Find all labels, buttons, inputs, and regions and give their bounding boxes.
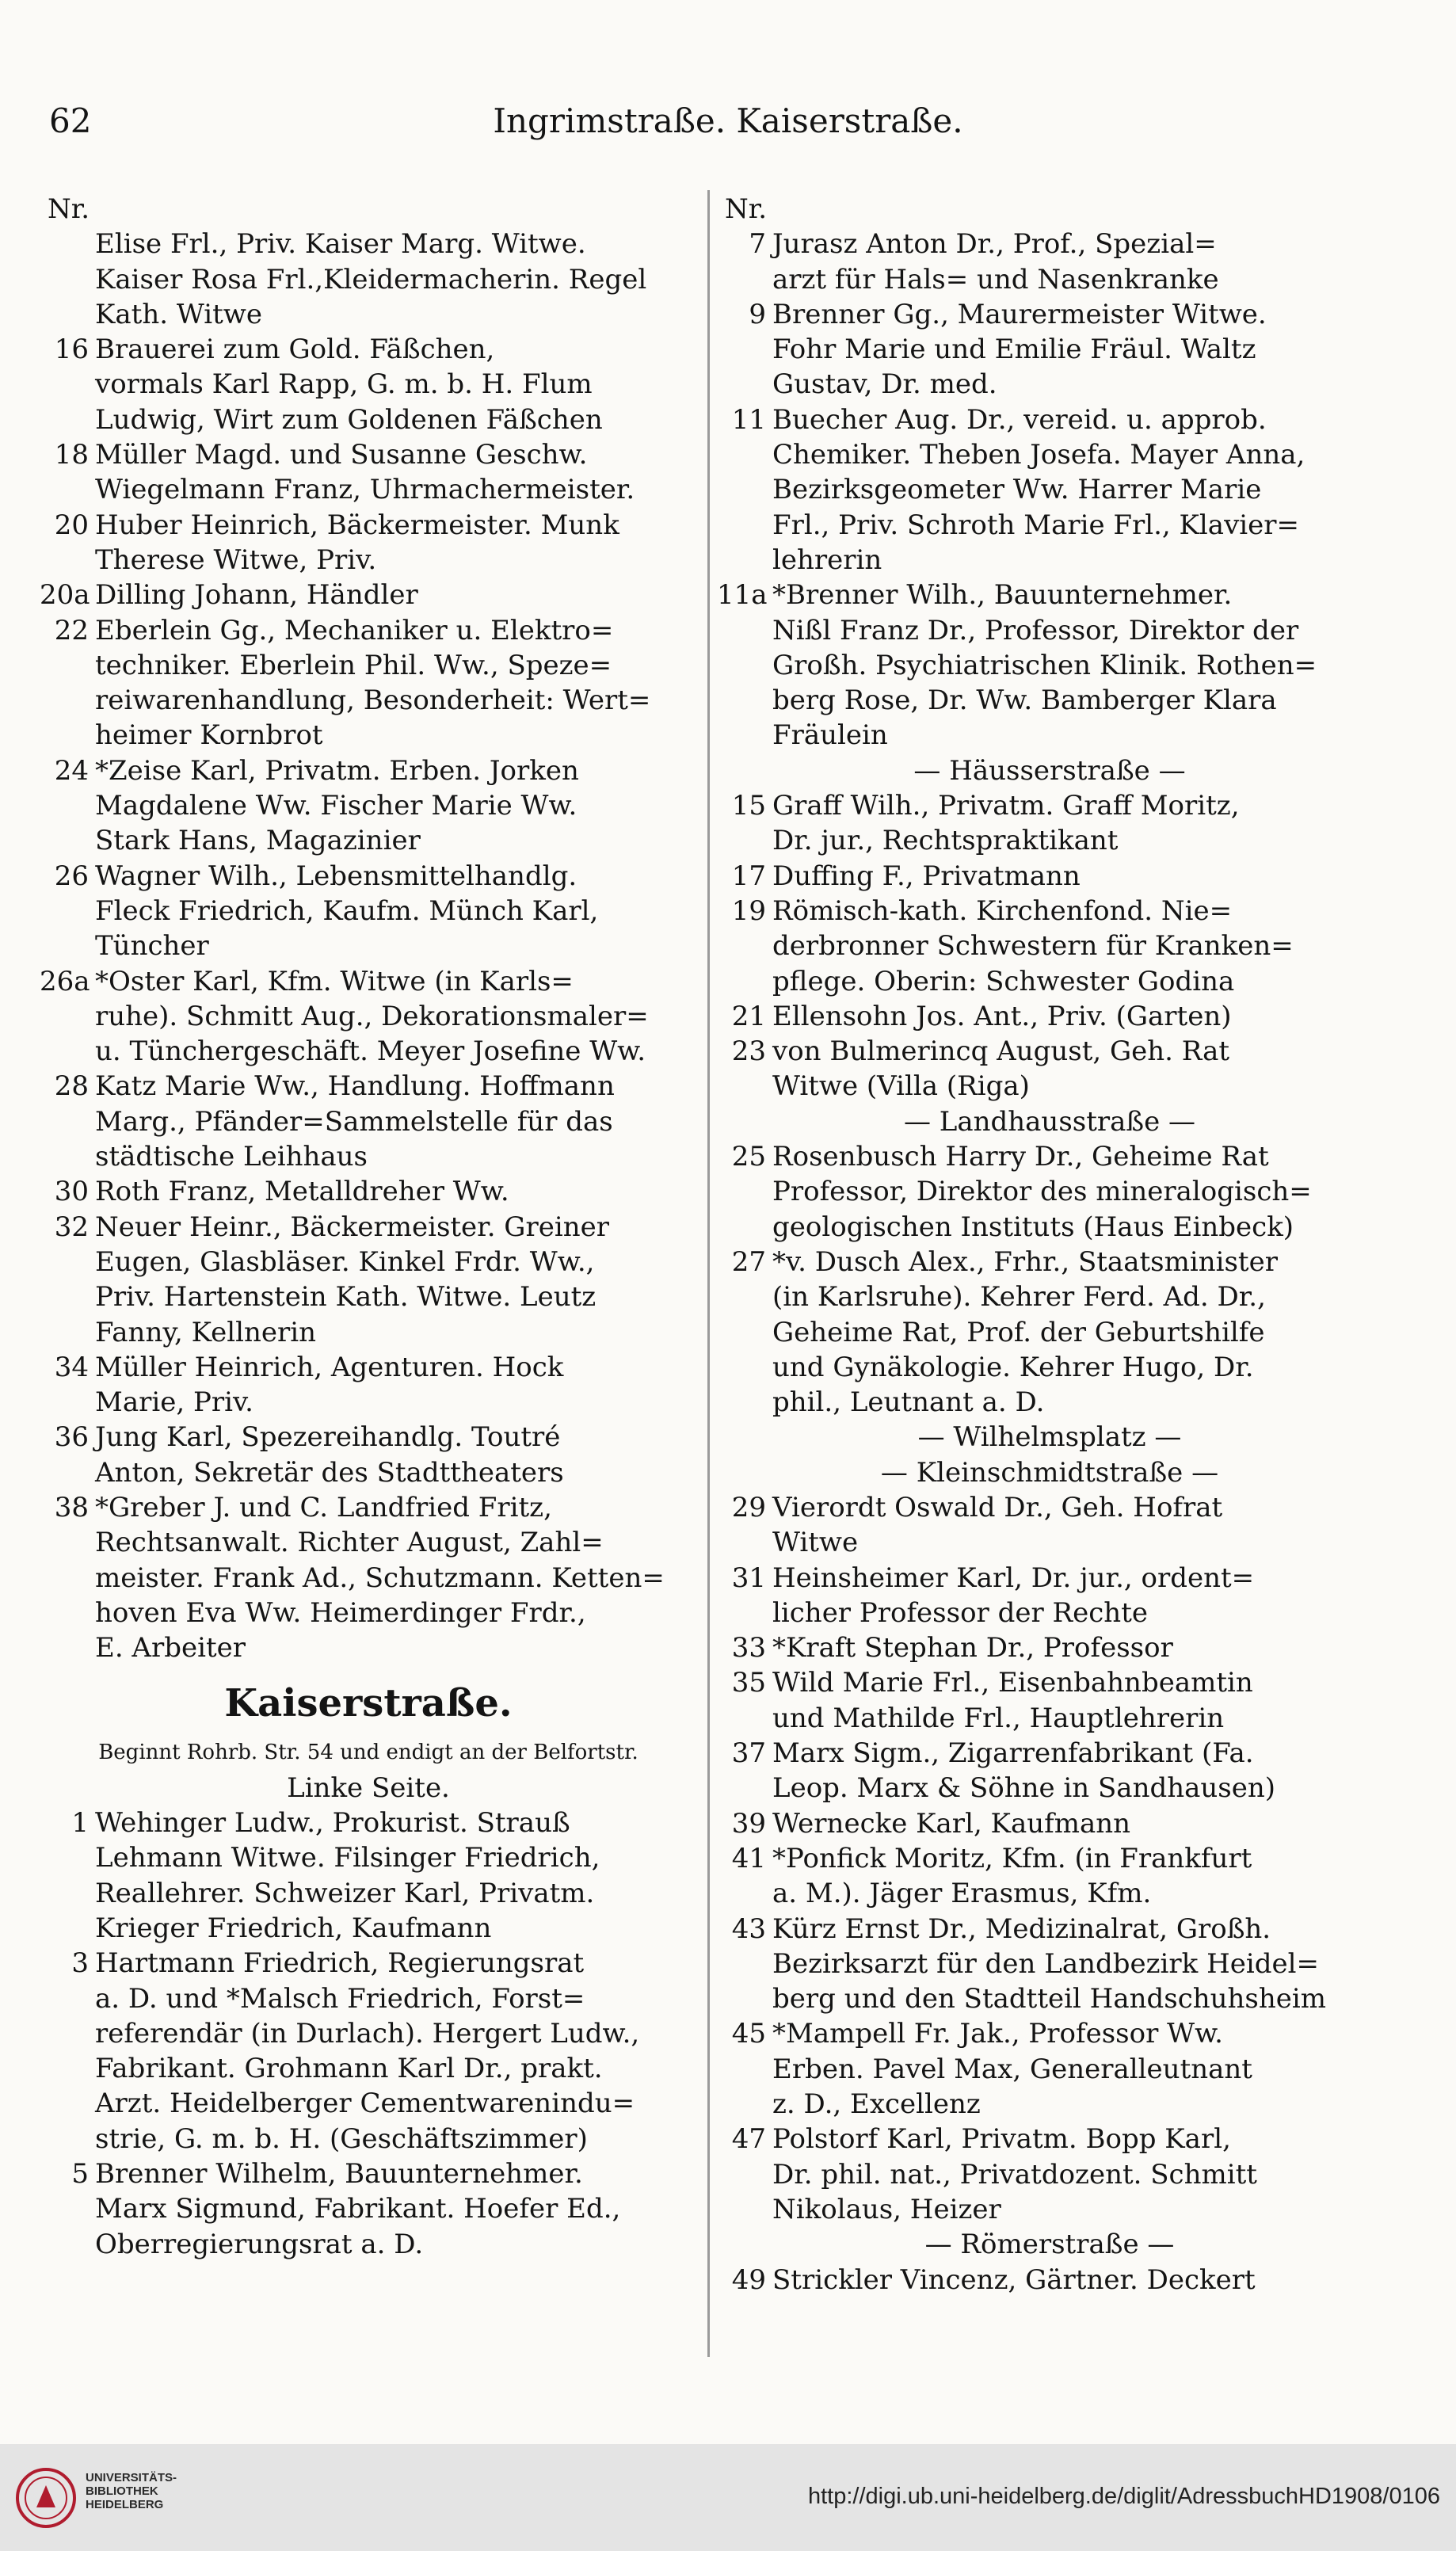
directory-entry [717, 227, 1382, 261]
library-name-line: HEIDELBERG [86, 2498, 164, 2511]
entry-continuation: Fohr Marie und Emilie Fräul. Waltz [772, 334, 1256, 366]
entry-text: *Mampell Fr. Jak., Professor Ww. [772, 2018, 1223, 2050]
house-number: 34 [54, 1351, 89, 1383]
entry-text: Neuer Heinr., Bäckermeister. Greiner [95, 1211, 609, 1243]
house-number: 28 [54, 1070, 89, 1103]
entry-continuation: Eugen, Glasbläser. Kinkel Frdr. Ww., [95, 1245, 595, 1278]
entry-text: Brauerei zum Gold. Fäßchen, [95, 334, 495, 366]
entry-text: Müller Heinrich, Agenturen. Hock [95, 1351, 564, 1383]
house-number: 22 [54, 614, 89, 646]
entry-continuation: Geheime Rat, Prof. der Geburtshilfe [772, 1316, 1265, 1348]
entry-continuation: berg und den Stadtteil Handschuhsheim [772, 1983, 1327, 2015]
directory-entry [717, 1630, 1382, 1665]
entry-continuation: lehrerin [772, 543, 882, 576]
entry-continuation: Reallehrer. Schweizer Karl, Privatm. [95, 1877, 595, 1909]
entry-continuation: Fleck Friedrich, Kaufm. Münch Karl, [95, 894, 599, 927]
entry-continuation: Oberregierungsrat a. D. [95, 2228, 424, 2260]
directory-entry [717, 402, 1382, 437]
house-number: 9 [749, 298, 766, 330]
directory-entry [717, 1736, 1382, 1771]
entry-text: Jurasz Anton Dr., Prof., Spezial= [772, 228, 1217, 261]
column-heading: Nr. [48, 193, 90, 225]
entry-continuation: (in Karlsruhe). Kehrer Ferd. Ad. Dr., [772, 1281, 1266, 1314]
directory-entry [717, 2016, 1382, 2051]
page-header [0, 95, 1456, 151]
house-number: 31 [731, 1561, 766, 1594]
house-number: 18 [54, 439, 89, 471]
entry-continuation: referendär (in Durlach). Hergert Ludw., [95, 2017, 640, 2050]
source-url-link[interactable]: http://digi.ub.uni-heidelberg.de/diglit/AdressbuchHD1908/0106 [807, 2484, 1440, 2509]
entry-text: *Zeise Karl, Privatm. Erben. Jorken [95, 754, 579, 787]
house-number: 19 [731, 894, 766, 927]
entry-text: Wild Marie Frl., Eisenbahnbeamtin [772, 1667, 1253, 1699]
entry-text: Wagner Wilh., Lebensmittelhandlg. [95, 860, 577, 892]
entry-continuation: Marx Sigmund, Fabrikant. Hoefer Ed., [95, 2193, 621, 2225]
entry-continuation: Bezirksarzt für den Landbezirk Heidel= [772, 1947, 1319, 1980]
house-number: 33 [731, 1632, 766, 1664]
entry-text: Rosenbusch Harry Dr., Geheime Rat [772, 1141, 1269, 1173]
directory-entry [717, 297, 1382, 332]
entry-continuation: Dr. phil. nat., Privatdozent. Schmitt [772, 2158, 1257, 2191]
entry-continuation: Marie, Priv. [95, 1386, 253, 1419]
entry-continuation: reiwarenhandlung, Besonderheit: Wert= [95, 684, 651, 717]
column-divider [707, 190, 710, 2357]
entry-continuation: Fanny, Kellnerin [95, 1316, 317, 1348]
directory-entry [40, 1210, 697, 1245]
house-number: 11 [731, 403, 766, 436]
entry-text: Kürz Ernst Dr., Medizinalrat, Großh. [772, 1912, 1271, 1945]
directory-entry [40, 1806, 697, 1840]
right-column [717, 192, 1382, 2297]
entry-continuation: Wiegelmann Franz, Uhrmachermeister. [95, 474, 635, 506]
house-number: 17 [731, 860, 766, 892]
house-number: 11a [717, 579, 768, 612]
entry-text: Dilling Johann, Händler [95, 579, 418, 612]
entry-continuation: städtische Leihhaus [95, 1141, 368, 1173]
entry-continuation: Krieger Friedrich, Kaufmann [95, 1912, 492, 1944]
entry-continuation: Stark Hans, Magazinier [95, 825, 421, 857]
entry-continuation: Witwe [772, 1527, 859, 1559]
entry-text: Hartmann Friedrich, Regierungsrat [95, 1947, 585, 1980]
house-number: 38 [54, 1491, 89, 1523]
entry-text: Brenner Wilhelm, Bauunternehmer. [95, 2158, 583, 2191]
entry-continuation: Anton, Sekretär des Stadttheaters [95, 1456, 564, 1489]
directory-entry [40, 1174, 697, 1209]
entry-text: *v. Dusch Alex., Frhr., Staatsminister [772, 1245, 1278, 1278]
entry-text: Wehinger Ludw., Prokurist. Strauß [95, 1807, 570, 1840]
viewer-footer [0, 2444, 1456, 2551]
directory-entry [40, 1420, 697, 1455]
directory-entry [40, 508, 697, 543]
directory-entry [717, 1139, 1382, 1174]
entry-continuation: Chemiker. Theben Josefa. Mayer Anna, [772, 439, 1305, 471]
library-name-line: BIBLIOTHEK [86, 2484, 158, 2498]
house-number: 39 [731, 1807, 766, 1840]
entry-continuation: Magdalene Ww. Fischer Marie Ww. [95, 790, 577, 822]
entry-continuation: Witwe (Villa (Riga) [772, 1070, 1030, 1103]
entry-continuation: Marg., Pfänder=Sammelstelle für das [95, 1105, 613, 1138]
entry-continuation: ruhe). Schmitt Aug., Dekorationsmaler= [95, 1000, 649, 1032]
entry-continuation: Ludwig, Wirt zum Goldenen Fäßchen [95, 403, 603, 436]
entry-continuation: Erben. Pavel Max, Generalleutnant [772, 2053, 1252, 2085]
entry-text: Müller Magd. und Susanne Geschw. [95, 439, 588, 471]
left-column [40, 192, 697, 2262]
entry-text: Jung Karl, Spezereihandlg. Toutré [95, 1421, 561, 1454]
entry-continuation: Fabrikant. Grohmann Karl Dr., prakt. [95, 2053, 603, 2085]
entry-continuation: E. Arbeiter [95, 1632, 246, 1664]
house-number: 36 [54, 1421, 89, 1454]
entry-text: *Oster Karl, Kfm. Witwe (in Karls= [95, 965, 574, 997]
entry-continuation: Fräulein [772, 719, 888, 752]
entry-text: Marx Sigm., Zigarrenfabrikant (Fa. [772, 1737, 1254, 1770]
entry-continuation: Kaiser Rosa Frl.,Kleidermacherin. Regel [95, 263, 647, 296]
library-name [86, 2471, 177, 2511]
directory-entry [717, 1912, 1382, 1947]
house-number: 23 [731, 1035, 766, 1068]
entry-continuation: Nikolaus, Heizer [772, 2193, 1001, 2225]
entry-continuation: meister. Frank Ad., Schutzmann. Ketten= [95, 1561, 665, 1594]
entry-text: Roth Franz, Metalldreher Ww. [95, 1176, 509, 1208]
section-subtitle: Beginnt Rohrb. Str. 54 und endigt an der Belfortstr. [98, 1741, 638, 1765]
street-divider: — Kleinschmidtstraße — [880, 1456, 1219, 1489]
entry-text: *Ponfick Moritz, Kfm. (in Frankfurt [772, 1842, 1252, 1874]
directory-entry [40, 1069, 697, 1104]
entry-continuation: strie, G. m. b. H. (Geschäftszimmer) [95, 2122, 588, 2155]
entry-continuation: Therese Witwe, Priv. [95, 543, 377, 576]
entry-text: *Kraft Stephan Dr., Professor [772, 1632, 1173, 1664]
house-number: 26a [40, 965, 90, 997]
entry-text: Wernecke Karl, Kaufmann [772, 1807, 1131, 1840]
directory-entry [40, 964, 697, 999]
directory-entry [717, 1034, 1382, 1069]
entry-text: Römisch-kath. Kirchenfond. Nie= [772, 894, 1233, 927]
street-divider: — Landhausstraße — [903, 1105, 1196, 1138]
entry-continuation: arzt für Hals= und Nasenkranke [772, 263, 1219, 296]
entry-continuation: u. Tünchergeschäft. Meyer Josefine Ww. [95, 1035, 646, 1068]
entry-continuation: Frl., Priv. Schroth Marie Frl., Klavier= [772, 509, 1300, 541]
house-number: 21 [731, 1000, 766, 1032]
entry-continuation: und Mathilde Frl., Hauptlehrerin [772, 1702, 1225, 1734]
entry-text: Brenner Gg., Maurermeister Witwe. [772, 298, 1267, 330]
entry-text: *Brenner Wilh., Bauunternehmer. [772, 579, 1233, 612]
directory-entry [40, 1490, 697, 1525]
entry-continuation: Professor, Direktor des mineralogisch= [772, 1176, 1312, 1208]
entry-continuation: heimer Kornbrot [95, 719, 323, 752]
house-number: 16 [54, 334, 89, 366]
house-number: 7 [749, 228, 766, 261]
entry-continuation: Tüncher [95, 930, 209, 963]
directory-entry [717, 578, 1382, 612]
entry-continuation: Elise Frl., Priv. Kaiser Marg. Witwe. [95, 228, 586, 261]
entry-continuation: Gustav, Dr. med. [772, 368, 997, 401]
entry-text: Ellensohn Jos. Ant., Priv. (Garten) [772, 1000, 1232, 1032]
house-number: 3 [71, 1947, 89, 1980]
directory-entry [717, 1490, 1382, 1525]
house-number: 27 [731, 1245, 766, 1278]
house-number: 43 [731, 1912, 766, 1945]
house-number: 32 [54, 1211, 89, 1243]
entry-text: *Greber J. und C. Landfried Fritz, [95, 1491, 552, 1523]
entry-text: Huber Heinrich, Bäckermeister. Munk [95, 509, 619, 541]
directory-entry [717, 1245, 1382, 1279]
house-number: 37 [731, 1737, 766, 1770]
entry-continuation: berg Rose, Dr. Ww. Bamberger Klara [772, 684, 1277, 717]
entry-continuation: Bezirksgeometer Ww. Harrer Marie [772, 474, 1262, 506]
entry-text: Strickler Vincenz, Gärtner. Deckert [772, 2263, 1256, 2296]
directory-entry [40, 437, 697, 472]
university-seal-icon [14, 2466, 78, 2530]
entry-text: von Bulmerincq August, Geh. Rat [772, 1035, 1230, 1068]
entry-continuation: Arzt. Heidelberger Cementwarenindu= [95, 2088, 635, 2120]
entry-continuation: Kath. Witwe [95, 298, 262, 330]
street-divider: Linke Seite. [287, 1771, 450, 1804]
directory-entry [717, 894, 1382, 929]
column-heading: Nr. [725, 193, 768, 225]
entry-continuation: hoven Eva Ww. Heimerdinger Frdr., [95, 1596, 586, 1629]
entry-continuation: Großh. Psychiatrischen Klinik. Rothen= [772, 649, 1317, 681]
entry-text: Heinsheimer Karl, Dr. jur., ordent= [772, 1561, 1255, 1594]
directory-entry [40, 578, 697, 612]
running-title: Ingrimstraße. Kaiserstraße. [493, 101, 963, 140]
directory-entry [717, 1806, 1382, 1841]
entry-continuation: derbronner Schwestern für Kranken= [772, 930, 1294, 963]
directory-entry [717, 999, 1382, 1034]
entry-continuation: z. D., Excellenz [772, 2088, 981, 2121]
house-number: 30 [54, 1176, 89, 1208]
entry-continuation: licher Professor der Rechte [772, 1596, 1148, 1629]
entry-continuation: phil., Leutnant a. D. [772, 1386, 1045, 1419]
house-number: 25 [731, 1141, 766, 1173]
house-number: 29 [731, 1491, 766, 1523]
house-number: 24 [54, 754, 89, 787]
house-number: 41 [731, 1842, 766, 1874]
entry-continuation: a. D. und *Malsch Friedrich, Forst= [95, 1982, 585, 2015]
entry-text: Polstorf Karl, Privatm. Bopp Karl, [772, 2123, 1231, 2156]
street-divider: — Römerstraße — [924, 2229, 1175, 2261]
directory-entry [40, 332, 697, 367]
entry-text: Vierordt Oswald Dr., Geh. Hofrat [772, 1491, 1223, 1523]
entry-continuation: Nißl Franz Dr., Professor, Direktor der [772, 614, 1299, 646]
entry-continuation: Rechtsanwalt. Richter August, Zahl= [95, 1527, 604, 1559]
directory-entry [40, 753, 697, 788]
entry-continuation: Leop. Marx & Söhne in Sandhausen) [772, 1772, 1276, 1805]
directory-entry [717, 1665, 1382, 1700]
entry-continuation: und Gynäkologie. Kehrer Hugo, Dr. [772, 1351, 1254, 1383]
house-number: 15 [731, 790, 766, 822]
directory-entry [717, 859, 1382, 894]
directory-entry [40, 859, 697, 894]
house-number: 26 [54, 860, 89, 892]
directory-entry [40, 1350, 697, 1385]
directory-entry [40, 1946, 697, 1981]
entry-text: Duffing F., Privatmann [772, 860, 1081, 892]
entry-continuation: Dr. jur., Rechtspraktikant [772, 825, 1119, 857]
directory-entry [717, 2263, 1382, 2297]
entry-continuation: Lehmann Witwe. Filsinger Friedrich, [95, 1842, 600, 1874]
directory-entry [717, 2122, 1382, 2156]
street-divider: — Wilhelmsplatz — [917, 1421, 1182, 1454]
entry-continuation: vormals Karl Rapp, G. m. b. H. Flum [95, 368, 593, 401]
page-number: 62 [49, 101, 92, 140]
directory-entry [717, 788, 1382, 823]
entry-continuation: techniker. Eberlein Phil. Ww., Speze= [95, 649, 612, 681]
house-number: 20a [40, 579, 90, 612]
house-number: 45 [731, 2018, 766, 2050]
house-number: 35 [731, 1667, 766, 1699]
entry-text: Buecher Aug. Dr., vereid. u. approb. [772, 403, 1267, 436]
entry-continuation: Priv. Hartenstein Kath. Witwe. Leutz [95, 1281, 597, 1314]
entry-text: Eberlein Gg., Mechaniker u. Elektro= [95, 614, 614, 646]
library-name-line: UNIVERSITÄTS- [86, 2471, 177, 2484]
house-number: 20 [54, 509, 89, 541]
house-number: 5 [71, 2158, 89, 2191]
directory-entry [40, 613, 697, 648]
directory-entry [717, 1561, 1382, 1596]
section-title: Kaiserstraße. [224, 1681, 513, 1726]
house-number: 47 [731, 2123, 766, 2156]
entry-continuation: pflege. Oberin: Schwester Godina [772, 965, 1235, 997]
entry-continuation: geologischen Instituts (Haus Einbeck) [772, 1211, 1294, 1243]
entry-text: Katz Marie Ww., Handlung. Hoffmann [95, 1070, 615, 1103]
directory-entry [717, 1841, 1382, 1876]
entry-continuation: a. M.). Jäger Erasmus, Kfm. [772, 1878, 1152, 1910]
directory-entry [40, 2156, 697, 2191]
street-divider: — Häusserstraße — [913, 754, 1186, 787]
house-number: 49 [731, 2263, 766, 2296]
house-number: 1 [71, 1807, 89, 1840]
entry-text: Graff Wilh., Privatm. Graff Moritz, [772, 790, 1240, 822]
